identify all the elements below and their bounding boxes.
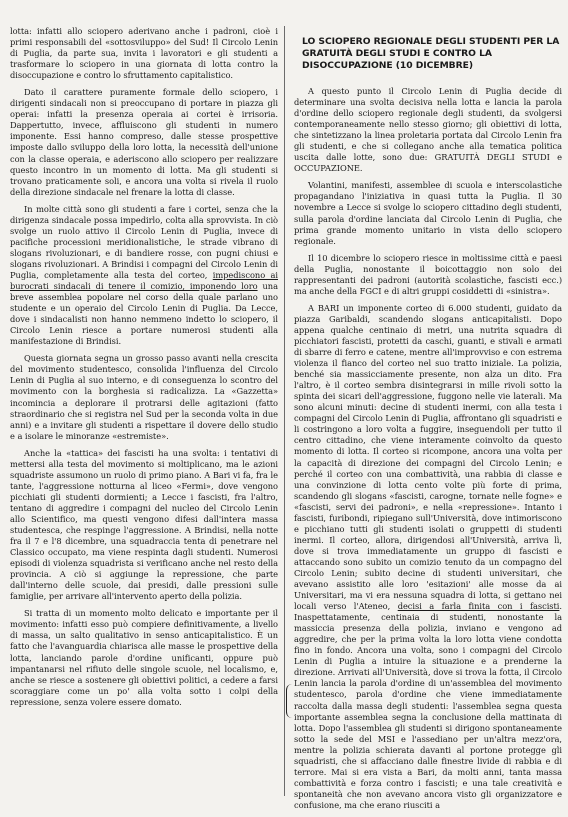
right-paragraph-4-text-b: . Inaspettatamente, centinaia di studenti, nonostante la massiccia presenza della polizia, inviano e vengono ad aggredire, che per la prima volta la loro lotta viene condotta fino in fondo. Ancora una volta, sono i compagni del Circolo Lenin di Puglia a intuire la situazione e a prenderne la direzione. Arrivati all'Università, dove si trova la fotta, il Circolo Lenin lancia la parola d'ordine di un'assemblea del movimento studentesco, parola d'ordine che viene immediatamente raccolta dalla massa degli studenti: l'assemblea segna questa importante assemblea segna la conclusione della mattinata di lotta. Dopo l'assemblea gli studenti si dirigono spontaneamente sotto la sede del MSI e l'assediano per un'altra mezz'ora, mentre la polizia schierata davanti al portone protegge gli squadristi, che si affacciano dalle finestre livide di rabbia e di terrore. Mai si era vista a Bari, da molti anni, tanta massa combattività e forza contro i fascisti; e una tale creatività e spontaneità che non avevano ancora visto gli organizzatore e confusione, ma che erano riusciti a bbox=[294, 601, 563, 810]
right-paragraph-2: Volantini, manifesti, assemblee di scuola e interscolastiche propagandano l'iniziativa in quasi tutta la Puglia. Il 30 novembre a Lecce si svolge lo sciopero cittadino degli studenti, sulla parola d'ordine lanciata dal Circolo Lenin di Puglia, che prima grande momento unitario in vista dello sciopero regionale. bbox=[294, 180, 562, 246]
right-paragraph-4-text-a: A BARI un imponente corteo di 6.000 studenti, guidato da piazza Garibaldi, scandendo slogans anticapitalisti. Dopo appena qualche centinaio di metri, una nutrita squadra di picchiatori fascisti, protetti da caschi, guanti, e stivali e armati di sbarre di ferro e catene, mentre all'improvviso e con estrema violenza il fianco del corteo nel suo tratto iniziale. La polizia, benché sia massicciamente presente, non alza un dito. Fra l'altro, è il corteo sembra disintegrarsi in mille rivoli sotto la spinta dei sicari dell'aggressione, fuggono nelle vie laterali. Ma sono alcuni minuti: decine di studenti inermi, con alla testa i compagni del Circolo Lenin di Puglia, affrontano gli squadristi e li costringono a loro volta a fuggire, inseguendoli per tutto il centro cittadino, che viene interamente coinvolto da questo momento di lotta. Il corteo si ricompone, ancora una volta per la capacità di direzione dei compagni del Circolo Lenin; e perché il corteo con una combattività, una rabbia di classe e una convinzione di lotta cento volte più forte di prima, scandendo gli slogans «fascisti, carogne, tornate nelle fogne» e «fascisti, servi dei padroni», e nella «repressione». Intanto i fascisti, furibondi, ripiegano sull'Università, dove intimoriscono e picchiano tutti gli studenti isolati o gruppetti di studenti inermi. Il corteo, allora, dirigendosi all'Università, arriva lì, dove si trova immediatamente un gruppo di fascisti e attaccando sono subito un comizio tenuto da un compagno del Circolo Lenin; subito decine di studenti universitari, che avevano assistito alle loro 'esitazioni' alle mosse da ai Universitari, ma vi era nessuna squadra di lotta, si gettano nei locali verso l'Ateneo, bbox=[294, 302, 562, 612]
left-paragraph-5: Anche la «tattica» dei fascisti ha una svolta: i tentativi di mettersi alla testa del movimento si moltiplicano, ma le azioni squadriste assumono un ruolo di primo piano. A Bari vi fa, fra le tante, l'aggressione notturna al liceo «Fermi», dove vengono picchiati gli studenti dormienti; a Lecce i fascisti, fra l'altro, tentano di aggredire i compagni del nucleo del Circolo Lenin allo Scientifico, ma questi vengono difesi dall'intera massa studentesca, che respinge l'aggressione. A Brindisi, nella notte fra il 7 e l'8 dicembre, una squadraccia tenta di penetrare nel Classico occupato, ma viene respinta dagli studenti. Numerosi episodi di violenza squadrista si verificano anche nel resto della provincia. A ciò si aggiunge la repressione, che parte dall'interno delle scuole, dai presidi, dalle pressioni sulle famiglie, per arrivare all'intervento aperto della polizia. bbox=[10, 447, 278, 602]
right-paragraph-3: Il 10 dicembre lo sciopero riesce in moltissime città e paesi della Puglia, nonostante il boicottaggio non solo dei rappresentanti dei padroni (autorità scolastiche, fascisti ecc.) ma anche della FGCI e di altri gruppi cosiddetti di «sinistra». bbox=[294, 252, 562, 296]
left-paragraph-3 bbox=[10, 204, 278, 348]
section-title: LO SCIOPERO REGIONALE DEGLI STUDENTI PER LA GRATUITÀ DEGLI STUDI E CONTRO LA DISOCCUPAZIONE (10 DICEMBRE) bbox=[302, 36, 560, 71]
right-paragraph-4-underlined: decisi a farla finita con i fascisti bbox=[397, 601, 560, 612]
left-paragraph-4: Questa giornata segna un grosso passo avanti nella crescita del movimento studentesco, consolida l'influenza del Circolo Lenin di Puglia al suo interno, e di conseguenza lo scontro del movimento con la borghesia si radicalizza. La «Gazzetta» incomincia a deplorare il protrarsi delle agitazioni (fatto straordinario che si registra nel Sud per la seconda volta in due anni) e a invitare gli studenti a rispettare il dovere dello studio e a isolare le minoranze «estremiste». bbox=[10, 353, 278, 441]
right-paragraph-1: A questo punto il Circolo Lenin di Puglia decide di determinare una svolta decisiva nella lotta e lancia la parola d'ordine dello sciopero regionale degli studenti, da svolgersi contemporaneamente nello stesso giorno; gli obiettivi di lotta, che sintetizzano la linea proletaria portata dal Circolo Lenin fra gli studenti, e che si collegano anche alla tematica politica uscita dalle lotte, sono due: GRATUITÀ DEGLI STUDI e OCCUPAZIONE. bbox=[294, 86, 562, 174]
left-paragraph-3-text-b: una breve assemblea popolare nel corso della quale parlano uno studente e un operaio del Circolo Lenin di Puglia. Da Lecce, dove i sindacalisti non hanno nemmeno indetto lo sciopero, il Circolo Lenin riesce a portare numerosi studenti alla manifestazione di Brindisi. bbox=[10, 281, 278, 347]
left-paragraph-3-text-a: In molte città sono gli studenti a fare i cortei, senza che la dirigenza sindacale possa impedirlo, colta alla sprovvista. In ciò svolge un ruolo attivo il Circolo Lenin di Puglia, invece di pacifiche processioni meridionalistiche, le strade vibrano di slogans rivoluzionari, e di bandiere rosse, con pugni chiusi e slogans rivoluzionari. A Brindisi i compagni del Circolo Lenin di Puglia, completamente alla testa del corteo, bbox=[10, 203, 278, 280]
left-paragraph-6: Si tratta di un momento molto delicato e importante per il movimento: infatti esso può compiere definitivamente, a livello di massa, un salto qualitativo in senso anticapitalistico. È un fatto che l'avanguardia chiarisca alle masse le prospettive della lotta, lanciando parole d'ordine unificanti, oppure può impantanarsi nel rifiuto delle singole scuole, nel localismo, e, anche se riesce a sostenere gli obiettivi politici, a cedere a farsi scoraggiare come un po' alla volta sotto i colpi della repressione, senza volere essere domato. bbox=[10, 608, 278, 707]
left-paragraph-3-underlined: impediscono ai burocrati sindacali di tenere il comizio, imponendo loro bbox=[10, 269, 279, 292]
column-divider bbox=[284, 26, 285, 796]
right-column bbox=[294, 26, 562, 817]
left-paragraph-1: lotta: infatti allo sciopero aderivano anche i padroni, cioè i primi responsabili del «sottosviluppo» del Sud! Il Circolo Lenin di Puglia, da parte sua, invita i lavoratori e gli studenti a trasformare lo sciopero in una giornata di lotta contro la disoccupazione e contro lo sfruttamento capitalistico. bbox=[10, 26, 278, 81]
left-column bbox=[10, 26, 278, 714]
right-paragraph-4 bbox=[294, 303, 562, 811]
left-paragraph-2: Dato il carattere puramente formale dello sciopero, i dirigenti sindacali non si preoccupano di portare in piazza gli operai: infatti la presenza operaia ai cortei è irrisoria. Dappertutto, invece, affluiscono gli studenti in numero imponente. Essi hanno compreso, dalle stesse prospettive imposte dallo sviluppo della loro lotta, la necessità dell'unione con la classe operaia, e aderiscono allo sciopero per realizzare questo incontro in un momento di lotta. Ma gli studenti si trovano praticamente soli, e ancora una volta si rivela il ruolo della direzione sindacale nel frenare la lotta di classe. bbox=[10, 87, 278, 197]
